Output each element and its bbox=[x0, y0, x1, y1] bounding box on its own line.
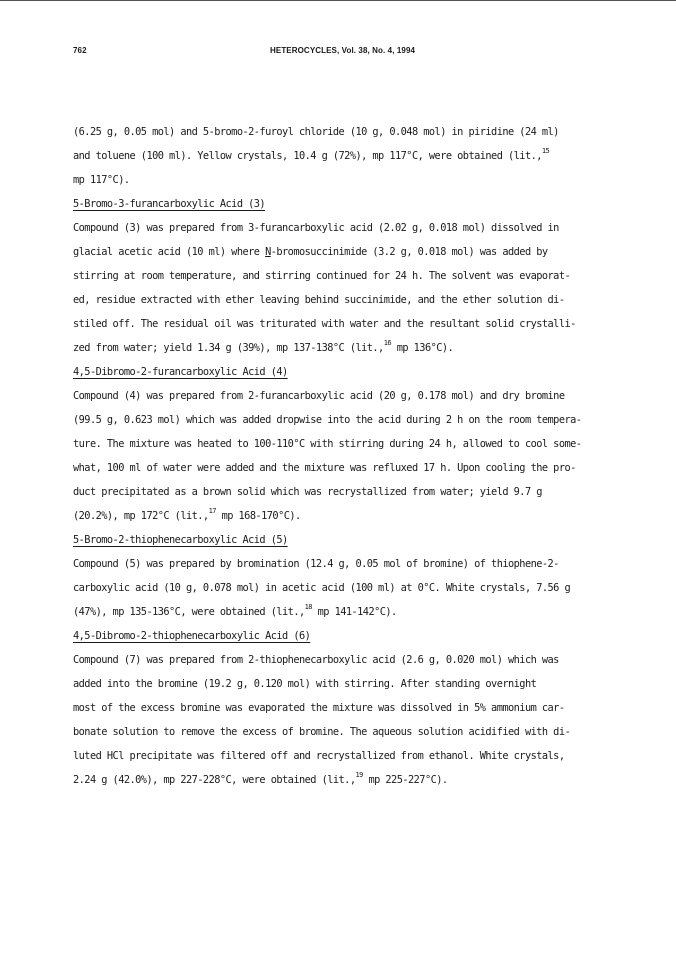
text-line: zed from water; yield 1.34 g (39%), mp 137-138°C (lit.,$^{16}$ mp 136°C). bbox=[73, 339, 454, 354]
text-line: added into the bromine (19.2 g, 0.120 mol) with stirring. After standing overnight bbox=[73, 678, 537, 690]
text-line: Compound (4) was prepared from 2-furancarboxylic acid (20 g, 0.178 mol) and dry bromine bbox=[73, 390, 565, 402]
page-top-rule bbox=[0, 0, 676, 1]
text-line: most of the excess bromine was evaporated the mixture was dissolved in 5% ammonium car- bbox=[73, 702, 565, 714]
text-line: ture. The mixture was heated to 100-110°C with stirring during 24 h, allowed to cool some- bbox=[73, 438, 582, 450]
text-line: bonate solution to remove the excess of bromine. The aqueous solution acidified with di- bbox=[73, 726, 571, 738]
text-line: luted HCl precipitate was filtered off and recrystallized from ethanol. White crystals, bbox=[73, 750, 565, 762]
text-line: Compound (7) was prepared from 2-thiophenecarboxylic acid (2.6 g, 0.020 mol) which was bbox=[73, 654, 559, 666]
section-title: 4,5-Dibromo-2-furancarboxylic Acid (4) bbox=[73, 366, 288, 378]
text-line: Compound (5) was prepared by bromination (12.4 g, 0.05 mol of bromine) of thiophene-2- bbox=[73, 558, 559, 570]
text-line: duct precipitated as a brown solid which was recrystallized from water; yield 9.7 g bbox=[73, 486, 542, 498]
text-line: (6.25 g, 0.05 mol) and 5-bromo-2-furoyl chloride (10 g, 0.048 mol) in piridine (24 ml) bbox=[73, 126, 559, 138]
text-line: ed, residue extracted with ether leaving behind succinimide, and the ether solution di- bbox=[73, 294, 565, 306]
journal-title: HETEROCYCLES, Vol. 38, No. 4, 1994 bbox=[270, 46, 416, 55]
page-number: 762 bbox=[73, 46, 87, 55]
running-header bbox=[73, 46, 613, 60]
reference-superscript: 18 bbox=[304, 603, 312, 611]
text-line: carboxylic acid (10 g, 0.078 mol) in acetic acid (100 ml) at 0°C. White crystals, 7.56 g bbox=[73, 582, 571, 594]
text-line: mp 117°C). bbox=[73, 174, 130, 186]
text-line: stiled off. The residual oil was triturated with water and the resultant solid crystalli- bbox=[73, 318, 576, 330]
reference-superscript: 15 bbox=[541, 147, 550, 155]
text-line: (47%), mp 135-136°C, were obtained (lit.,$^{18}$ mp 141-142°C). bbox=[73, 603, 397, 618]
reference-superscript: 19 bbox=[355, 771, 363, 779]
body-text bbox=[73, 120, 633, 792]
text-line: glacial acetic acid (10 ml) where N-bromosuccinimide (3.2 g, 0.018 mol) was added by bbox=[73, 246, 548, 258]
section-title: 5-Bromo-3-furancarboxylic Acid (3) bbox=[73, 198, 266, 210]
section-title: 4,5-Dibromo-2-thiophenecarboxylic Acid (6) bbox=[73, 630, 311, 642]
text-line: what, 100 ml of water were added and the mixture was refluxed 17 h. Upon cooling the pro- bbox=[73, 462, 576, 474]
section-title: 5-Bromo-2-thiophenecarboxylic Acid (5) bbox=[73, 534, 288, 546]
text-line: Compound (3) was prepared from 3-furancarboxylic acid (2.02 g, 0.018 mol) dissolved in bbox=[73, 222, 559, 234]
text-line: and toluene (100 ml). Yellow crystals, 10.4 g (72%), mp 117°C, were obtained (lit.,$^{15}$ bbox=[73, 147, 550, 162]
underlined-n: N bbox=[265, 246, 271, 258]
text-line: (99.5 g, 0.623 mol) which was added dropwise into the acid during 2 h on the room tempera- bbox=[73, 414, 582, 426]
text-line: 2.24 g (42.0%), mp 227-228°C, were obtained (lit.,$^{19}$ mp 225-227°C). bbox=[73, 771, 448, 786]
text-line: stirring at room temperature, and stirring continued for 24 h. The solvent was evaporat- bbox=[73, 270, 571, 282]
reference-superscript: 17 bbox=[208, 507, 216, 515]
reference-superscript: 16 bbox=[383, 339, 392, 347]
text-line: (20.2%), mp 172°C (lit.,$^{17}$ mp 168-170°C). bbox=[73, 507, 301, 522]
